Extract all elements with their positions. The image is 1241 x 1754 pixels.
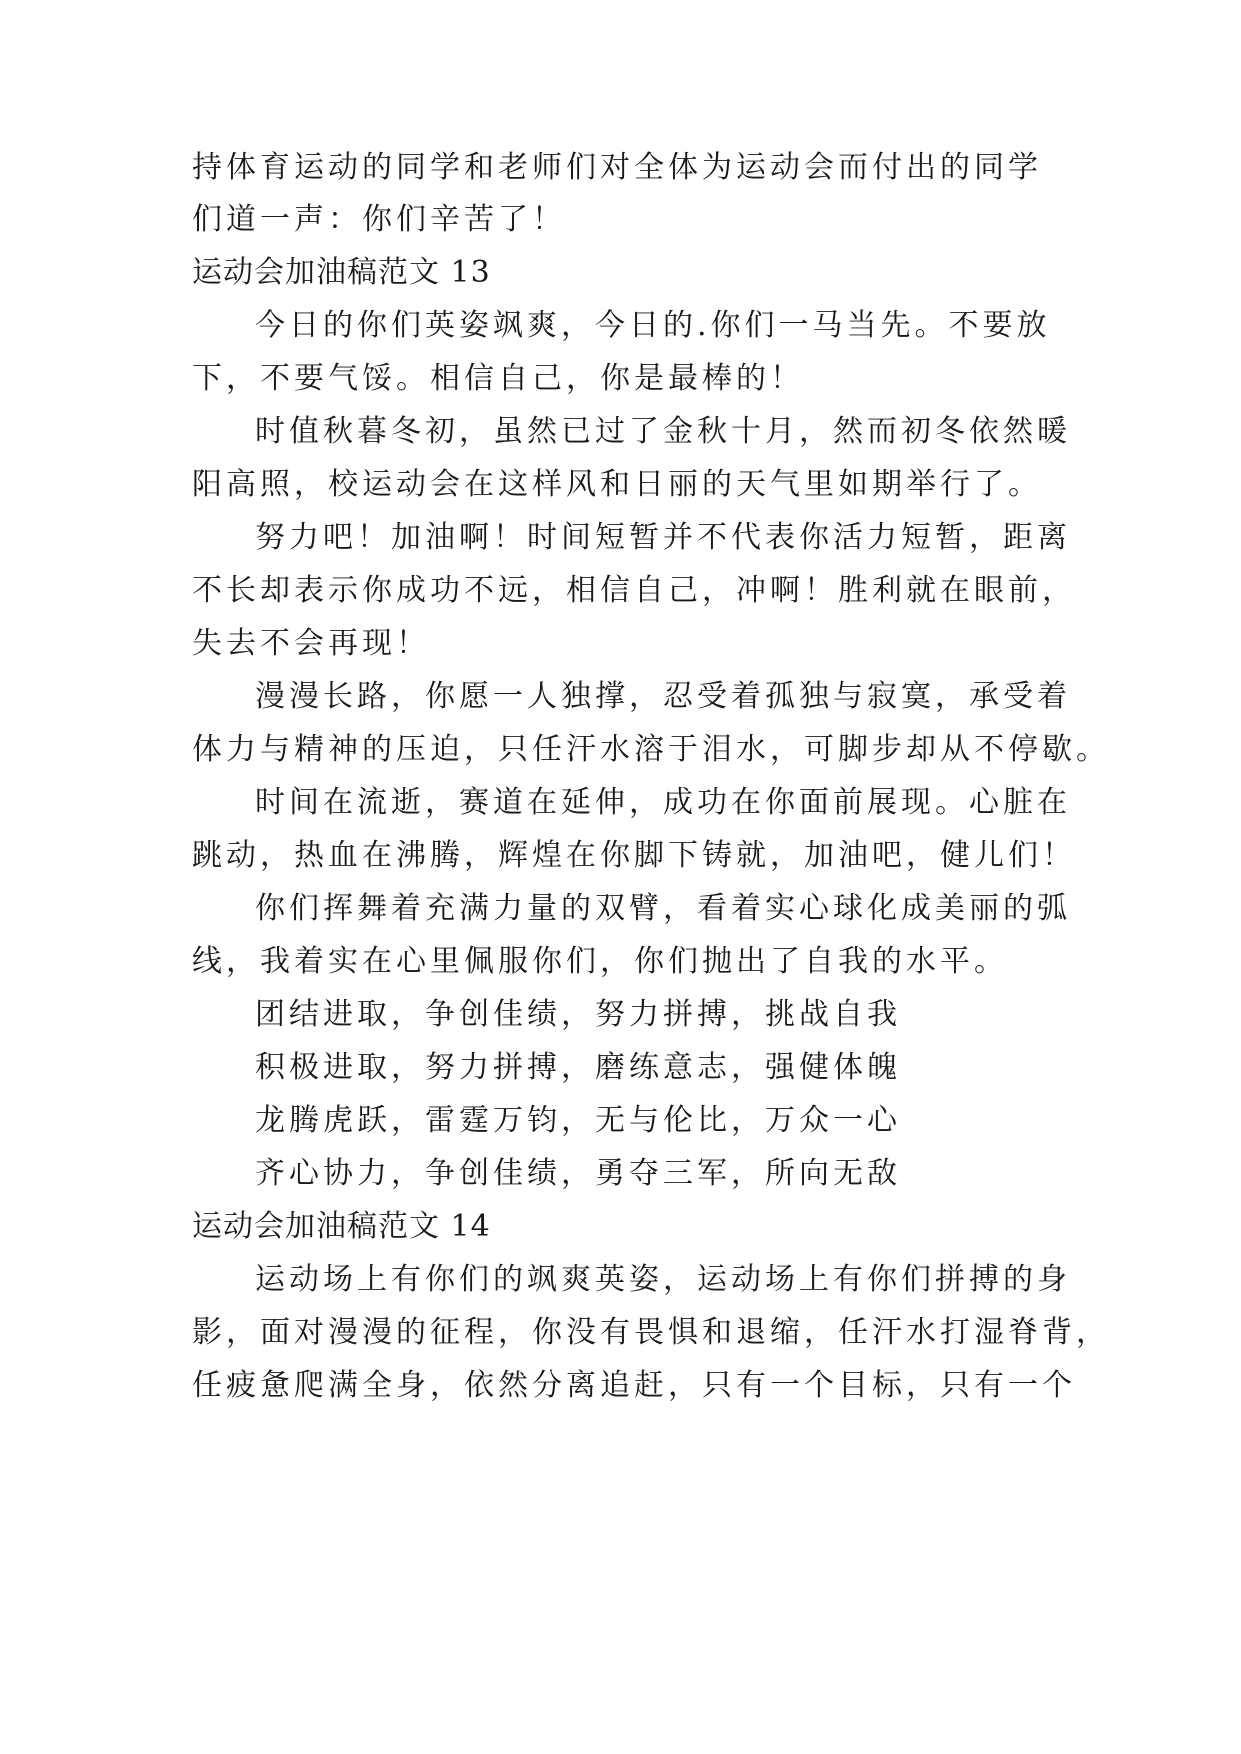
body-text-line: 你们挥舞着充满力量的双臂，看着实心球化成美丽的弧 <box>255 891 1071 926</box>
body-text-line: 失去不会再现！ <box>192 626 430 661</box>
section-heading-14: 运动会加油稿范文 14 <box>192 1209 491 1244</box>
body-text-line: 今日的你们英姿飒爽，今日的.你们一马当先。不要放 <box>255 308 1051 343</box>
slogan-line: 积极进取，努力拼搏，磨练意志，强健体魄 <box>255 1050 901 1085</box>
body-text-line: 线，我着实在心里佩服你们，你们抛出了自我的水平。 <box>192 944 1008 979</box>
body-text-line: 努力吧！加油啊！时间短暂并不代表你活力短暂，距离 <box>255 520 1071 555</box>
body-text-line: 跳动，热血在沸腾，辉煌在你脚下铸就，加油吧，健儿们！ <box>192 838 1076 873</box>
body-text-line: 体力与精神的压迫，只任汗水溶于泪水，可脚步却从不停歇。 <box>192 732 1110 767</box>
body-text-line: 时间在流逝，赛道在延伸，成功在你面前展现。心脏在 <box>255 785 1071 820</box>
body-text-line: 下，不要气馁。相信自己，你是最棒的！ <box>192 361 804 396</box>
body-text-line: 阳高照，校运动会在这样风和日丽的天气里如期举行了。 <box>192 467 1042 502</box>
slogan-line: 团结进取，争创佳绩，努力拼搏，挑战自我 <box>255 997 901 1032</box>
body-text-line: 漫漫长路，你愿一人独撑，忍受着孤独与寂寞，承受着 <box>255 679 1071 714</box>
body-text-line: 时值秋暮冬初，虽然已过了金秋十月，然而初冬依然暖 <box>255 414 1071 449</box>
slogan-line: 龙腾虎跃，雷霆万钧，无与伦比，万众一心 <box>255 1103 901 1138</box>
body-text-line: 不长却表示你成功不远，相信自己，冲啊！胜利就在眼前， <box>192 573 1076 608</box>
slogan-line: 齐心协力，争创佳绩，勇夺三军，所向无敌 <box>255 1156 901 1191</box>
section-heading-13: 运动会加油稿范文 13 <box>192 255 491 290</box>
body-text-line: 影，面对漫漫的征程，你没有畏惧和退缩，任汗水打湿脊背， <box>192 1315 1110 1350</box>
body-text-line: 运动场上有你们的飒爽英姿，运动场上有你们拼搏的身 <box>255 1262 1071 1297</box>
body-text-line: 任疲惫爬满全身，依然分离追赶，只有一个目标，只有一个 <box>192 1368 1076 1403</box>
body-text-line: 持体育运动的同学和老师们对全体为运动会而付出的同学 <box>192 150 1042 185</box>
body-text-line: 们道一声：你们辛苦了！ <box>192 202 566 237</box>
